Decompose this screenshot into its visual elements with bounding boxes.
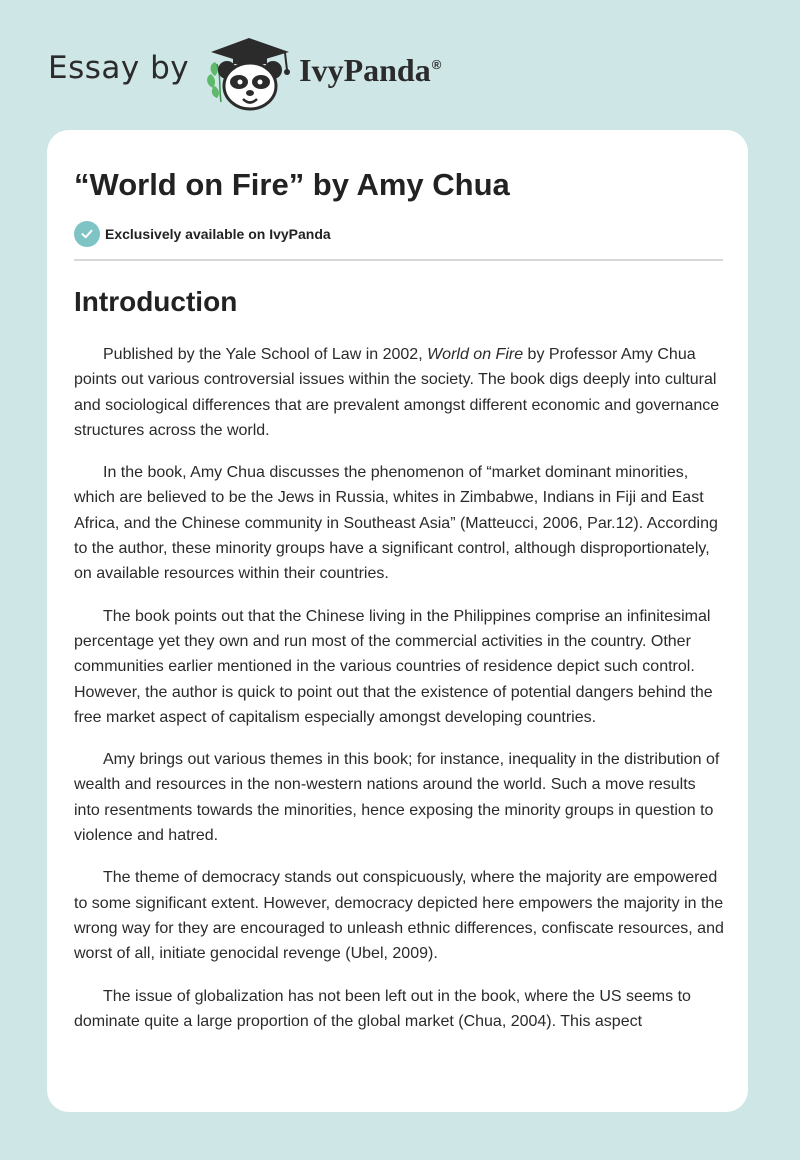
check-circle-icon bbox=[74, 221, 100, 247]
panda-graduate-icon bbox=[203, 36, 295, 112]
exclusive-badge bbox=[74, 221, 722, 247]
badge-label: Exclusively available on IvyPanda bbox=[105, 226, 331, 242]
essay-body bbox=[74, 342, 722, 1034]
paragraph: The theme of democracy stands out conspicuously, where the majority are empowered to some significant extent. However, democracy depicted here empowers the majority in the wrong way for they are encouraged to unleash ethnic differences, confiscate resources, and worst of all, initiate genocidal revenge (Ubel, 2009). bbox=[74, 869, 724, 963]
essay-card bbox=[47, 130, 748, 1112]
paragraph: The book points out that the Chinese living in the Philippines comprise an infinitesimal percentage yet they own and run most of the commercial activities in the country. Other communities earlier mentioned in the various countries of residence depict such control. However, the author is quick to point out that the existence of potential dangers behind the free market aspect of capitalism especially amongst developing countries. bbox=[74, 607, 713, 726]
site-brand[interactable] bbox=[48, 34, 441, 114]
registered-mark: ® bbox=[431, 56, 442, 72]
paragraph: In the book, Amy Chua discusses the phenomenon of “market dominant minorities, which are believed to be the Jews in Russia, whites in Zimbabwe, Indians in Fiji and East Africa, and the Chinese community in Southeast Asia” (Matteucci, 2006, Par.12). According to the author, these minority groups have a significant control, although disproportionately, on available resources within their countries. bbox=[74, 464, 718, 583]
divider bbox=[74, 259, 723, 261]
book-title-italic: World on Fire bbox=[427, 346, 524, 363]
paragraph: The issue of globalization has not been left out in the book, where the US seems to dominate quite a large proportion of the global market (Chua, 2004). This aspect bbox=[74, 987, 691, 1030]
essay-title: “World on Fire” by Amy Chua bbox=[74, 167, 510, 202]
section-heading: Introduction bbox=[74, 286, 238, 317]
paragraph: Amy brings out various themes in this book; for instance, inequality in the distribution of wealth and resources in the non-western nations around the world. Such a move results into resentments towards the minorities, hence exposing the minority groups in question to violence and hatred. bbox=[74, 751, 720, 845]
brand-prefix: Essay by bbox=[48, 50, 190, 86]
paragraph: Published by the Yale School of Law in 2002, World on Fire by Professor Amy Chua points out various controversial issues within the society. The book digs deeply into cultural and sociological differences that are prevalent amongst different economic and governance structures across the world. bbox=[74, 346, 720, 439]
brand-name: IvyPanda® bbox=[299, 51, 442, 88]
